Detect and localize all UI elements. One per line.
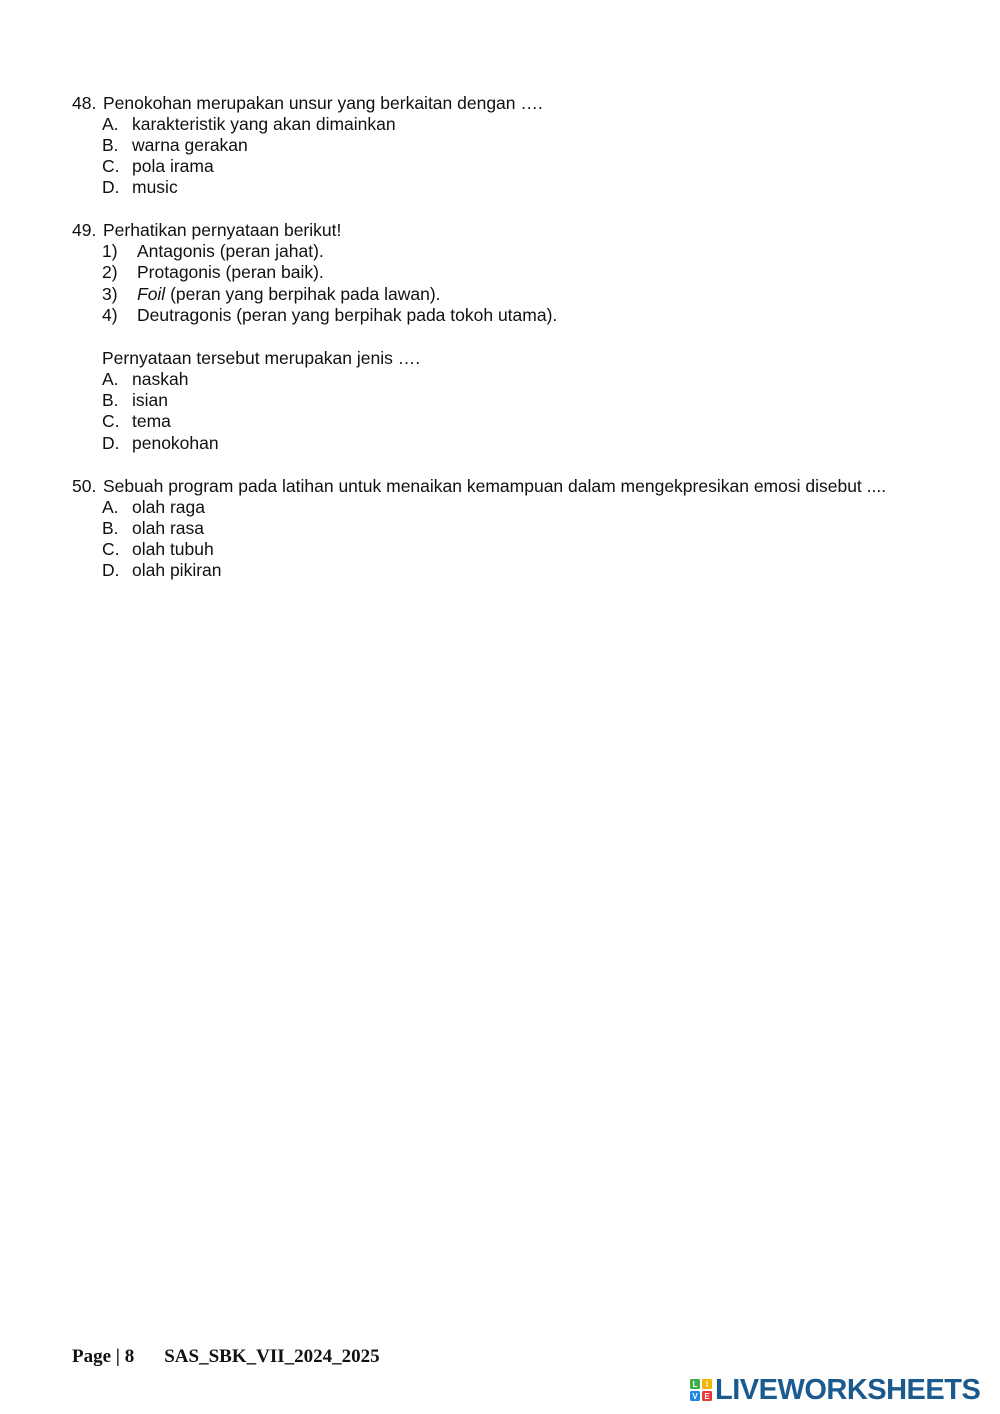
question-50-stem [72, 476, 886, 497]
statement-label: 4) [102, 305, 118, 325]
option-text: pola irama [132, 156, 214, 176]
question-48-option-a[interactable] [102, 114, 396, 135]
question-48-option-b[interactable] [102, 135, 248, 156]
option-label: A. [102, 497, 119, 517]
statement-1 [102, 241, 324, 262]
statement-2 [102, 262, 324, 283]
option-text: olah pikiran [132, 560, 222, 580]
option-label: C. [102, 539, 120, 559]
option-label: C. [102, 156, 120, 176]
liveworksheets-logo-icon [690, 1379, 712, 1401]
question-48-stem [72, 93, 543, 114]
option-text: karakteristik yang akan dimainkan [132, 114, 396, 134]
option-text: olah rasa [132, 518, 204, 538]
statement-text: Protagonis (peran baik). [137, 262, 324, 282]
option-text: naskah [132, 369, 189, 389]
statement-italic-term: Foil [137, 284, 166, 304]
statement-text: Deutragonis (peran yang berpihak pada tokoh utama). [137, 305, 558, 325]
question-text: Sebuah program pada latihan untuk menaikan kemampuan dalam mengekpresikan emosi disebut .... [103, 476, 887, 496]
option-label: C. [102, 411, 120, 431]
option-label: D. [102, 560, 120, 580]
statement-label: 3) [102, 284, 118, 304]
question-50-option-a[interactable] [102, 497, 205, 518]
option-label: B. [102, 518, 119, 538]
question-49-sub-stem: Pernyataan tersebut merupakan jenis …. [102, 348, 421, 368]
question-48-option-c[interactable] [102, 156, 214, 177]
question-49-stem [72, 220, 341, 241]
option-text: warna gerakan [132, 135, 248, 155]
brand-name: LIVEWORKSHEETS [715, 1374, 981, 1406]
statement-3 [102, 284, 441, 305]
option-text: isian [132, 390, 168, 410]
liveworksheets-brand[interactable] [690, 1374, 980, 1406]
document-code: SAS_SBK_VII_2024_2025 [164, 1346, 380, 1367]
statement-label: 1) [102, 241, 118, 261]
statement-text: Antagonis (peran jahat). [137, 241, 324, 261]
option-text: olah tubuh [132, 539, 214, 559]
page-footer [72, 1346, 380, 1368]
statement-text: (peran yang berpihak pada lawan). [165, 284, 441, 304]
question-49-option-d[interactable] [102, 433, 219, 454]
question-number: 49. [72, 220, 97, 240]
question-50-option-b[interactable] [102, 518, 204, 539]
question-text: Perhatikan pernyataan berikut! [103, 220, 342, 240]
svg-text:V: V [692, 1392, 698, 1401]
statement-4 [102, 305, 557, 326]
option-label: A. [102, 369, 119, 389]
page-number: Page | 8 [72, 1346, 135, 1367]
option-label: B. [102, 390, 119, 410]
option-label: B. [102, 135, 119, 155]
question-49-option-a[interactable] [102, 369, 188, 390]
statement-label: 2) [102, 262, 118, 282]
question-text: Penokohan merupakan unsur yang berkaitan dengan …. [103, 93, 543, 113]
question-50-option-d[interactable] [102, 560, 222, 581]
option-text: music [132, 177, 178, 197]
option-text: penokohan [132, 433, 219, 453]
option-text: olah raga [132, 497, 205, 517]
svg-text:I: I [705, 1380, 709, 1390]
question-50-option-c[interactable] [102, 539, 214, 560]
question-49-option-c[interactable] [102, 411, 171, 432]
question-number: 50. [72, 476, 97, 496]
question-48-option-d[interactable] [102, 177, 178, 198]
svg-text:L: L [692, 1380, 698, 1390]
question-number: 48. [72, 93, 97, 113]
option-label: D. [102, 433, 120, 453]
option-label: A. [102, 114, 119, 134]
question-49-option-b[interactable] [102, 390, 168, 411]
option-text: tema [132, 411, 171, 431]
svg-text:E: E [704, 1392, 710, 1401]
option-label: D. [102, 177, 120, 197]
